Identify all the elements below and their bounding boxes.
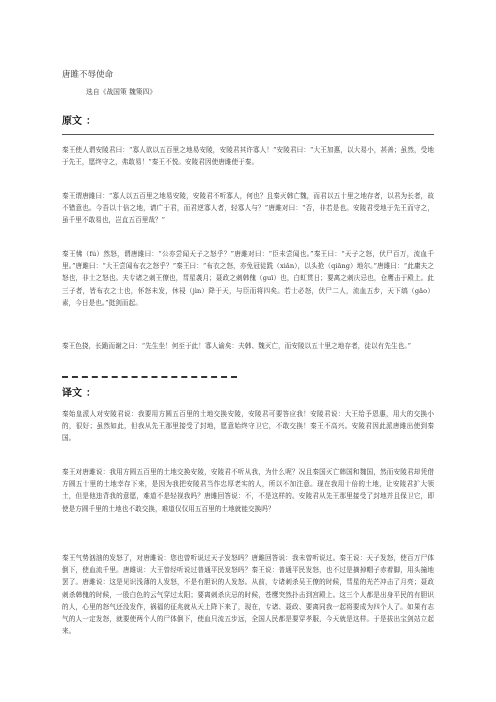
dashed-divider: [62, 376, 237, 378]
document-title: 唐雎不辱使命: [62, 70, 114, 80]
translation-paragraph-3: 秦王气势汹汹的发怒了，对唐雎说：您也曾听说过天子发怒吗？唐雎回答说：我未曾听说过。秦王说：天子发怒，使百万尸体倒下，使血流千里。唐雎说：大王曾经听说过普通平民发怒吗？秦王说：普通平民发怒，也不过是摘掉帽子赤着脚，用头撞地罢了。唐雎说：这是见识浅薄的人发怒，不是有胆识的人发怒。从前，专诸刺杀吴王僚的时候，彗星的光芒冲击了月亮；聂政刺杀韩傀的时候，一股白色的云气穿过太阳；要离刺杀庆忌的时候，苍鹰突然扑击到宫殿上。这三个人都是出身平民的有胆识的人，心里的怒气还没发作，祸福的征兆就从天上降下来了，现在，专诸、聂政、要离同我一起将要成为四个人了。如果有志气的人一定发怒，就要使两个人的尸体倒下，使血只流五步远，全国人民都是要穿孝服，今天就是这样。于是拔出宝剑站立起来。: [62, 554, 434, 636]
original-paragraph-3: 秦王怫（fú）然怒，谓唐雎曰：“公亦尝闻天子之怒乎？”唐雎对曰：“臣未尝闻也。”秦王曰：“天子之怒，伏尸百万，流血千里。”唐雎曰：“大王尝闻布衣之怒乎？”秦王曰：“布衣之怒，亦免冠徒跣（xiǎn），以头抢（qiāng）地尔。”唐雎曰：“此庸夫之怒也，非士之怒也。夫专诸之刺王僚也，彗星袭月；聂政之刺韩傀（guī）也，白虹贯日；要离之刺庆忌也，仓鹰击于殿上。此三子者，皆布衣之士也，怀怒未发，休祲（jìn）降于天，与臣而将四矣。若士必怒，伏尸二人，流血五步，天下缟（gǎo）素，今日是也。”挺剑而起。: [62, 250, 434, 307]
translation-heading-label: 译文: [62, 388, 82, 399]
original-paragraph-4: 秦王色挠，长跪而谢之曰：“先生坐！何至于此！寡人谕矣：夫韩、魏灭亡，而安陵以五十里之地存者，徒以有先生也。”: [62, 342, 412, 350]
translation-heading: [62, 384, 96, 399]
original-heading-separator: ：: [86, 116, 96, 127]
translation-heading-separator: ：: [86, 388, 96, 399]
original-heading: [62, 112, 96, 127]
original-paragraph-1: 秦王使人谓安陵君曰：“寡人欲以五百里之地易安陵，安陵君其许寡人！”安陵君曰：“大王加惠，以大易小，甚善；虽然，受地于先王，愿终守之，弗敢易！”秦王不悦。安陵君因使唐雎使于秦。: [62, 146, 434, 167]
translation-paragraph-2: 秦王对唐雎说：我用方圆五百里的土地交换安陵，安陵君不听从我，为什么呢？况且秦国灭亡韩国和魏国，然而安陵君却凭借方圆五十里的土地幸存下来，是因为我把安陵君当作忠厚老实的人，所以不加注意。现在我用十倍的土地，让安陵君扩大领土，但是他违背我的意愿，难道不是轻视我吗？唐雎回答说：不，不是这样的。安陵君从先王那里接受了封地并且保卫它，即使是方圆千里的土地也不敢交换，难道仅仅用五百里的土地就能交换吗？: [62, 468, 434, 513]
document-source: 选自《战国策 魏策四》: [86, 88, 157, 96]
section-divider: [62, 134, 434, 135]
original-heading-label: 原文: [62, 116, 82, 127]
original-paragraph-2: 秦王谓唐雎曰：“寡人以五百里之地易安陵，安陵君不听寡人，何也？且秦灭韩亡魏，而君以五十里之地存者，以君为长者，故不错意也。今吾以十倍之地，请广于君，而君逆寡人者，轻寡人与？”唐雎对曰：“否，非若是也。安陵君受地于先王而守之，虽千里不敢易也，岂直五百里哉？”: [62, 192, 434, 225]
translation-paragraph-1: 秦始皇派人对安陵君说：我要用方圆五百里的土地交换安陵，安陵君可要答应我！安陵君说：大王给予恩惠，用大的交换小的，很好；虽然如此，但我从先王那里接受了封地，愿意始终守卫它，不敢交换！秦王不高兴。安陵君因此派唐雎出使到秦国。: [62, 410, 434, 443]
